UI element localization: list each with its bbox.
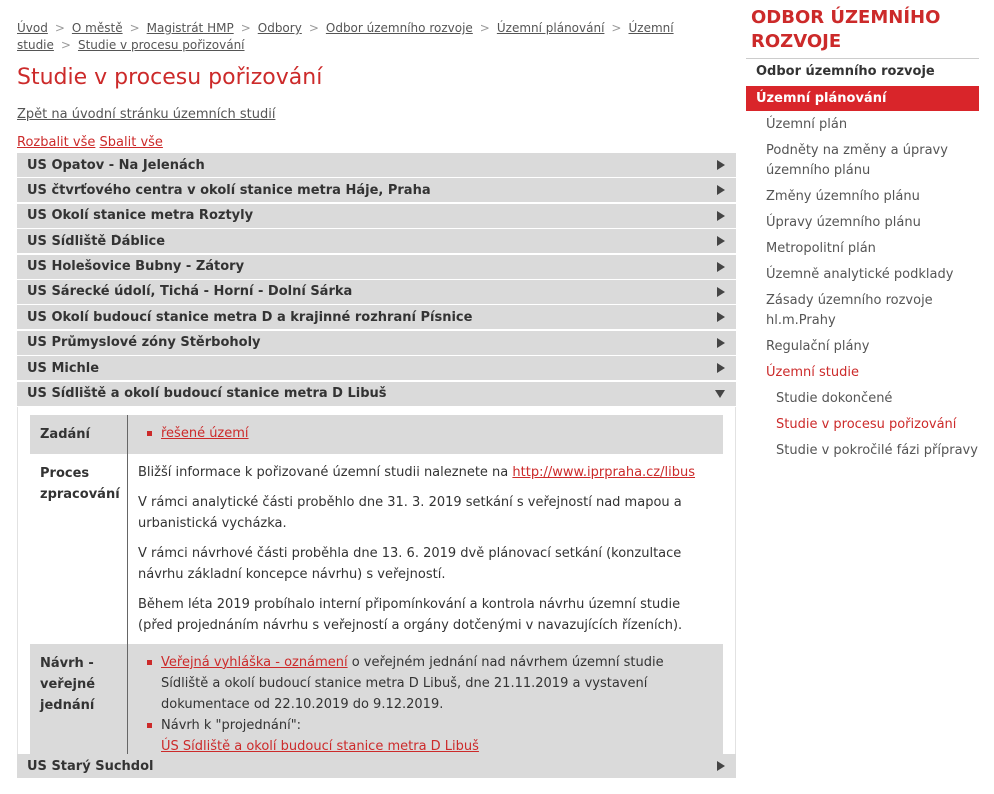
expand-collapse-links (17, 134, 163, 151)
ipr-praha-link[interactable]: http://www.iprpraha.cz/libus (512, 464, 695, 480)
link-list (138, 423, 713, 444)
sidebar-subitem-dokoncene[interactable]: Studie dokončené (776, 391, 893, 406)
sidebar-item-zur[interactable]: Zásady územního rozvoje hl.m.Prahy (766, 293, 933, 328)
breadcrumb-link-uzemni-studie[interactable]: Územní studie (17, 21, 674, 52)
accordion-item-label: ÚS Opatov - Na Jelenách (27, 157, 205, 173)
sidebar-item-uzemni-studie[interactable]: Územní studie (766, 365, 859, 380)
table-row (30, 454, 723, 644)
paragraph: V rámci analytické části proběhlo dne 31. 3. 2019 setkání s veřejností nad mapou a urbanistická vycházka. (138, 494, 682, 531)
arrow-right-icon (717, 761, 725, 771)
study-accordion-tail (17, 754, 736, 779)
sidebar-item-upravy[interactable]: Úpravy územního plánu (766, 215, 921, 230)
list-item (138, 652, 713, 715)
sidebar-item-regulacni-plany[interactable]: Regulační plány (766, 339, 870, 354)
sidebar-item-podnety[interactable]: Podněty na změny a úpravy územního plánu (766, 143, 948, 178)
accordion-item-label: ÚS Okolí stanice metra Roztyly (27, 208, 254, 224)
sidebar-item-uzemni-planovani[interactable]: Územní plánování (746, 86, 979, 111)
accordion-item[interactable] (17, 356, 736, 380)
sidebar-title: ODBOR ÚZEMNÍHO ROZVOJE (751, 7, 941, 52)
accordion-item[interactable] (17, 153, 736, 177)
collapse-all-link[interactable]: Sbalit vše (99, 135, 163, 150)
breadcrumb-link-home[interactable]: Úvod (17, 21, 48, 35)
sidebar-item-uzemni-plan[interactable]: Územní plán (766, 117, 848, 132)
accordion-item[interactable] (17, 280, 736, 304)
sidebar-item-uap[interactable]: Územně analytické podklady (766, 267, 954, 282)
breadcrumb-separator: > (611, 21, 622, 35)
breadcrumb-separator: > (479, 21, 490, 35)
arrow-right-icon (717, 287, 725, 297)
page-title: Studie v procesu pořizování (17, 65, 323, 90)
accordion-item[interactable] (17, 331, 736, 355)
accordion-item-label: ÚS Starý Suchdol (27, 758, 154, 774)
study-accordion (17, 153, 736, 773)
sidebar-subitem-pokrocila-faze[interactable]: Studie v pokročilé fázi přípravy (776, 443, 978, 458)
sidebar-subitem-v-procesu[interactable]: Studie v procesu pořizování (776, 417, 957, 432)
sidebar-item-metropolitni-plan[interactable]: Metropolitní plán (766, 241, 876, 256)
breadcrumb-link-o-meste[interactable]: O městě (71, 21, 123, 35)
accordion-item-label: ÚS Šárecké údolí, Tichá - Horní - Dolní Šárka (27, 284, 353, 300)
paragraph: Během léta 2019 probíhalo interní připomínkování a kontrola návrhu územní studie (před projednáním návrhu s veřejností a orgány dotčenými v navazujících řízeních). (138, 596, 683, 633)
table-row (30, 415, 723, 454)
row-value (128, 454, 723, 644)
accordion-item[interactable] (17, 255, 736, 279)
accordion-item[interactable] (17, 754, 736, 778)
arrow-right-icon (717, 185, 725, 195)
back-link[interactable]: Zpět na úvodní stránku územních studií (17, 107, 276, 122)
navrh-dokument-link[interactable]: ÚS Sídliště a okolí budoucí stanice metra D Libuš (161, 738, 479, 754)
arrow-right-icon (717, 363, 725, 373)
row-label: Proces zpracování (30, 454, 128, 644)
link-list (138, 652, 713, 757)
accordion-item-label: ÚS Průmyslové zóny Štěrboholy (27, 335, 261, 351)
navrh-label-text: Návrh k "projednání": (161, 717, 302, 733)
breadcrumb-separator: > (60, 38, 71, 52)
accordion-item-label: ÚS Sídliště a okolí budoucí stanice metra D Libuš (27, 386, 387, 402)
accordion-item-label: ÚS Sídliště Ďáblice (27, 233, 166, 249)
proces-intro-text: Bližší informace k pořizované územní studii naleznete na (138, 464, 513, 480)
accordion-item-label: ÚS Okolí budoucí stanice metra D a krajinné rozhraní Písnice (27, 309, 473, 325)
row-value (128, 415, 723, 454)
arrow-right-icon (717, 312, 725, 322)
breadcrumb-separator: > (129, 21, 140, 35)
verejna-vyhlaska-link[interactable]: Veřejná vyhláška - oznámení (161, 654, 348, 670)
sidebar-item-zmeny[interactable]: Změny územního plánu (766, 189, 920, 204)
arrow-right-icon (717, 211, 725, 221)
breadcrumb-link-magistrat[interactable]: Magistrát HMP (146, 21, 234, 35)
paragraph: V rámci návrhové části proběhla dne 13. 6. 2019 dvě plánovací setkání (konzultace návrhu základní koncepce návrhu) s veřejností. (138, 545, 682, 582)
accordion-item-label: ÚS čtvrťového centra v okolí stanice metra Háje, Praha (27, 182, 431, 198)
accordion-item-label: ÚS Holešovice Bubny - Zátory (27, 259, 245, 275)
accordion-item[interactable] (17, 204, 736, 228)
breadcrumb-link-current[interactable]: Studie v procesu pořizování (77, 38, 245, 52)
list-item (138, 715, 713, 757)
breadcrumb (17, 20, 727, 54)
breadcrumb-separator: > (240, 21, 251, 35)
vyhlaska-text: o veřejném jednání nad návrhem územní studie Sídliště a okolí budoucí stanice metra D Libuš, dne 21.11.2019 a vystavení dokumentace od 22.10.2019 do 9.12.2019. (161, 654, 664, 712)
row-label: Zadání (30, 415, 128, 454)
arrow-right-icon (717, 160, 725, 170)
accordion-item[interactable] (17, 229, 736, 253)
accordion-panel (17, 407, 736, 772)
row-value (128, 644, 723, 765)
breadcrumb-separator: > (308, 21, 319, 35)
breadcrumb-link-odbor-uzemniho-rozvoje[interactable]: Odbor územního rozvoje (325, 21, 473, 35)
sidebar-section-head[interactable]: Odbor územního rozvoje (746, 58, 979, 85)
paragraph (138, 462, 713, 483)
accordion-item-label: ÚS Michle (27, 360, 100, 376)
arrow-right-icon (717, 236, 725, 246)
table-row (30, 644, 723, 765)
row-label: Návrh - veřejné jednání (30, 644, 128, 765)
arrow-right-icon (717, 262, 725, 272)
reseni-uzemi-link[interactable]: řešené území (161, 425, 249, 441)
accordion-item[interactable] (17, 178, 736, 202)
breadcrumb-link-uzemni-planovani[interactable]: Územní plánování (496, 21, 605, 35)
arrow-down-icon (715, 390, 725, 398)
breadcrumb-separator: > (54, 21, 65, 35)
accordion-item[interactable] (17, 305, 736, 329)
list-item (138, 423, 713, 444)
accordion-item-expanded[interactable] (17, 382, 736, 406)
expand-all-link[interactable]: Rozbalit vše (17, 135, 96, 150)
arrow-right-icon (717, 338, 725, 348)
breadcrumb-link-odbory[interactable]: Odbory (257, 21, 302, 35)
